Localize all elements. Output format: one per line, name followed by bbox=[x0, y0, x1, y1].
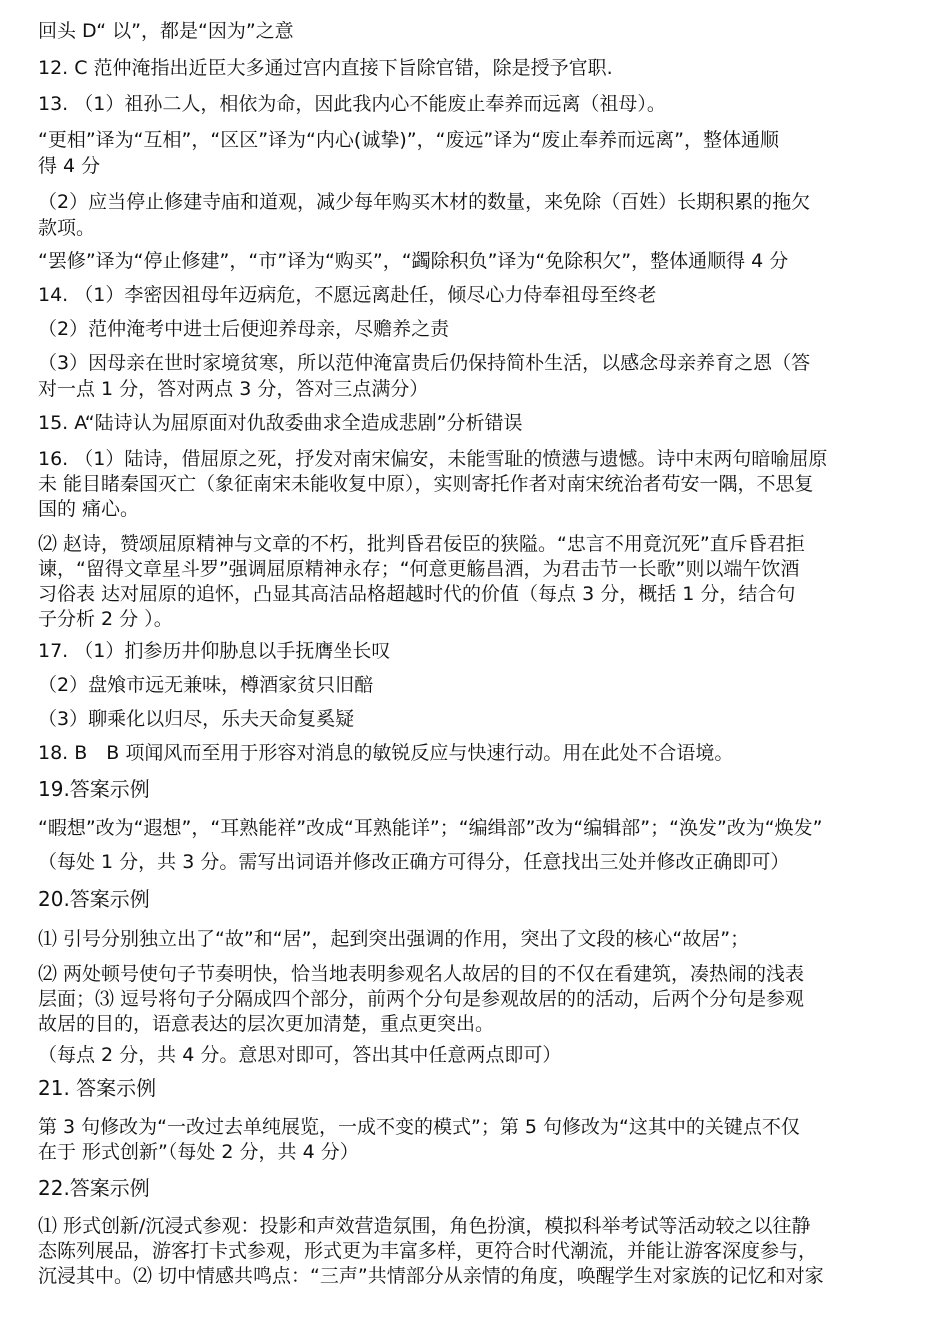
text-line: 17. （1）扪参历井仰胁息以手抚膺坐长叹 bbox=[38, 640, 391, 662]
text-line: 谏，“留得文章星斗罗”强调屈原精神永存；“何意更觞昌酒，为君击节一长歌”则以端午饮酒 bbox=[38, 558, 800, 580]
text-line: 13. （1）祖孙二人，相依为命，因此我内心不能废止奉养而远离（祖母）。 bbox=[38, 93, 666, 115]
section-heading: 20.答案示例 bbox=[38, 887, 150, 911]
section-heading: 22.答案示例 bbox=[38, 1176, 150, 1200]
text-line: （2）范仲淹考中进士后便迎养母亲，尽赡养之责 bbox=[38, 318, 450, 340]
section-heading: 19.答案示例 bbox=[38, 777, 150, 801]
text-line: （每处 1 分，共 3 分。需写出词语并修改正确方可得分，任意找出三处并修改正确即可） bbox=[38, 851, 790, 873]
text-line: 12. C 范仲淹指出近臣大多通过宫内直接下旨除官错，除是授予官职. bbox=[38, 57, 613, 79]
section-heading: 21. 答案示例 bbox=[38, 1076, 157, 1100]
text-line: ⑴ 形式创新/沉浸式参观：投影和声效营造氛围，角色扮演，模拟科举考试等活动较之以往静 bbox=[38, 1215, 811, 1237]
text-line: 对一点 1 分，答对两点 3 分，答对三点满分） bbox=[38, 378, 429, 400]
text-line: 回头 D“ 以”，都是“因为”之意 bbox=[38, 20, 294, 42]
text-line: ⑵ 两处顿号使句子节奏明快，恰当地表明参观名人故居的目的不仅在看建筑，凑热闹的浅表 bbox=[38, 963, 805, 985]
text-line: “罢修”译为“停止修建”，“市”译为“购买”，“蠲除积负”译为“免除积欠”，整体通顺得 4 分 bbox=[38, 250, 789, 272]
text-line: “更相”译为“互相”，“区区”译为“内心(诚挚)”，“废远”译为“废止奉养而远离”，整体通顺 bbox=[38, 129, 779, 151]
text-line: （2）盘飧市远无兼味，樽酒家贫只旧醅 bbox=[38, 674, 374, 696]
text-line: 款项。 bbox=[38, 217, 96, 239]
text-line: 态陈列展品，游客打卡式参观，形式更为丰富多样，更符合时代潮流，并能让游客深度参与， bbox=[38, 1240, 818, 1262]
text-line: 国的 痛心。 bbox=[38, 498, 140, 520]
text-line: （3）因母亲在世时家境贫寒，所以范仲淹富贵后仍保持简朴生活，以感念母亲养育之恩（答 bbox=[38, 352, 811, 374]
text-line: 未 能目睹秦国灭亡（象征南宋未能收复中原），实则寄托作者对南宋统治者苟安一隅，不思复 bbox=[38, 473, 814, 495]
text-line: ⑴ 引号分别独立出了“故”和“居”，起到突出强调的作用，突出了文段的核心“故居”； bbox=[38, 928, 750, 950]
text-line: ⑵ 赵诗，赞颂屈原精神与文章的不朽，批判昏君佞臣的狭隘。“忠言不用竟沉死”直斥昏君拒 bbox=[38, 533, 805, 555]
text-line: （2）应当停止修建寺庙和道观，减少每年购买木材的数量，来免除（百姓）长期积累的拖欠 bbox=[38, 191, 811, 213]
text-line: 14. （1）李密因祖母年迈病危，不愿远离赴任，倾尽心力侍奉祖母至终老 bbox=[38, 284, 657, 306]
text-line: 在于 形式创新”（每处 2 分，共 4 分） bbox=[38, 1141, 359, 1163]
text-line: （每点 2 分，共 4 分。意思对即可，答出其中任意两点即可） bbox=[38, 1044, 562, 1066]
text-line: 18. B B 项闻风而至用于形容对消息的敏锐反应与快速行动。用在此处不合语境。 bbox=[38, 742, 734, 764]
text-line: 16. （1）陆诗，借屈原之死，抒发对南宋偏安，未能雪耻的愤懑与遗憾。诗中末两句暗喻屈原 bbox=[38, 448, 828, 470]
text-line: 习俗表 达对屈原的追怀，凸显其高洁品格超越时代的价值（每点 3 分，概括 1 分，结合句 bbox=[38, 583, 796, 605]
text-line: 子分析 2 分 ）。 bbox=[38, 608, 173, 630]
text-line: 故居的目的，语意表达的层次更加清楚，重点更突出。 bbox=[38, 1013, 495, 1035]
text-line: “暇想”改为“遐想”，“耳熟能祥”改成“耳熟能详”；“编缉部”改为“编辑部”；“涣发”改为“焕发” bbox=[38, 817, 823, 839]
text-line: 沉浸其中。⑵ 切中情感共鸣点：“三声”共情部分从亲情的角度，唤醒学生对家族的记忆和对家 bbox=[38, 1265, 824, 1287]
text-line: 第 3 句修改为“一改过去单纯展览，一成不变的模式”；第 5 句修改为“这其中的关键点不仅 bbox=[38, 1116, 800, 1138]
text-line: 得 4 分 bbox=[38, 155, 101, 177]
text-line: （3）聊乘化以归尽，乐夫天命复奚疑 bbox=[38, 708, 355, 730]
text-line: 15. A“陆诗认为屈原面对仇敌委曲求全造成悲剧”分析错误 bbox=[38, 412, 523, 434]
text-line: 层面；⑶ 逗号将句子分隔成四个部分，前两个分句是参观故居的的活动，后两个分句是参观 bbox=[38, 988, 805, 1010]
